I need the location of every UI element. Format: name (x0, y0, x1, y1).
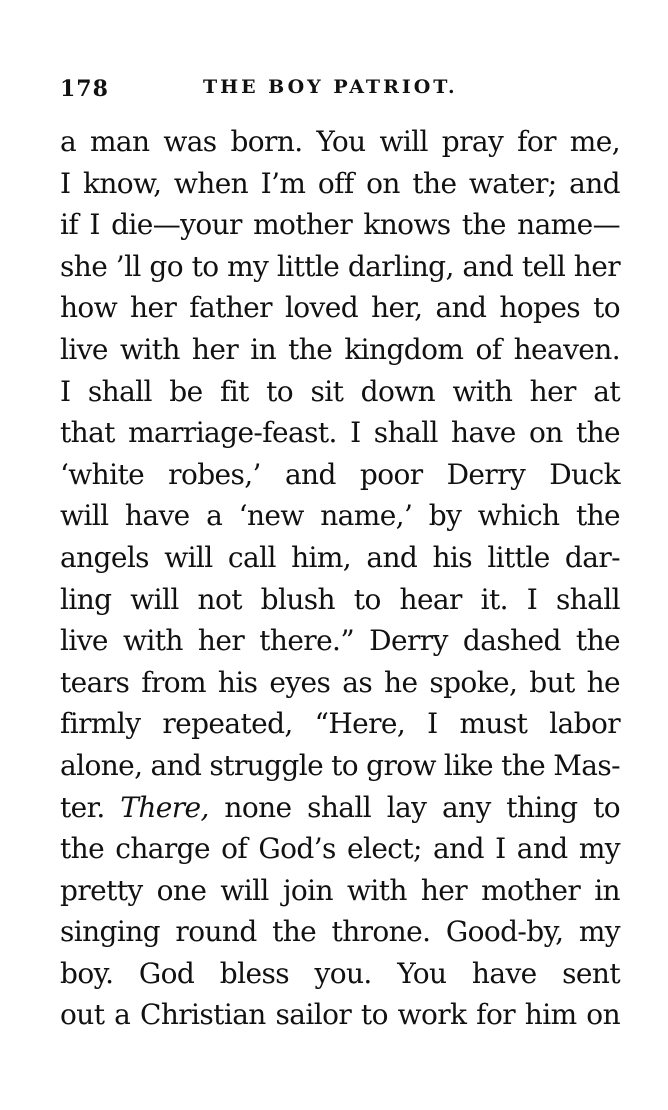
text-line: a man was born. You will pray for me, (60, 125, 620, 158)
running-head: THE BOY PATRIOT. (203, 76, 458, 98)
text-line: firmly repeated, “Here, I must labor (60, 707, 620, 741)
text-line: boy. God bless you. You have sent (60, 956, 620, 990)
text-line: singing round the throne. Good-by, my (60, 915, 620, 949)
page-header (60, 76, 620, 108)
text-line: that marriage-feast. I shall have on the (60, 416, 620, 450)
text-line: she ’ll go to my little darling, and tell her (60, 249, 620, 283)
text-line: how her father loved her, and hopes to (60, 291, 620, 325)
line-start: ter. (60, 790, 105, 824)
text-line: the charge of God’s elect; and I and my (60, 832, 620, 866)
text-line: tears from his eyes as he spoke, but he (60, 665, 620, 699)
text-line: live with her in the kingdom of heaven. (60, 332, 620, 366)
text-line: ling will not blush to hear it. I shall (60, 582, 620, 616)
text-line: will have a ‘new name,’ by which the (60, 499, 620, 533)
body-text (60, 121, 620, 1036)
text-line: I shall be fit to sit down with her at (60, 374, 620, 408)
text-line: pretty one will join with her mother in (60, 873, 620, 907)
text-line: if I die—your mother knows the name— (60, 208, 620, 242)
line-end: none shall lay any thing to (224, 790, 621, 824)
text-line: out a Christian sailor to work for him on (60, 998, 620, 1032)
italic-word: There, (120, 790, 209, 824)
text-line: angels will call him, and his little dar- (60, 540, 620, 574)
page-number: 178 (60, 76, 109, 102)
text-line: ‘white robes,’ and poor Derry Duck (60, 457, 620, 491)
text-line (60, 787, 620, 829)
text-line: alone, and struggle to grow like the Mas- (60, 748, 620, 782)
text-line: live with her there.” Derry dashed the (60, 624, 620, 658)
text-line: I know, when I’m off on the water; and (60, 166, 620, 200)
